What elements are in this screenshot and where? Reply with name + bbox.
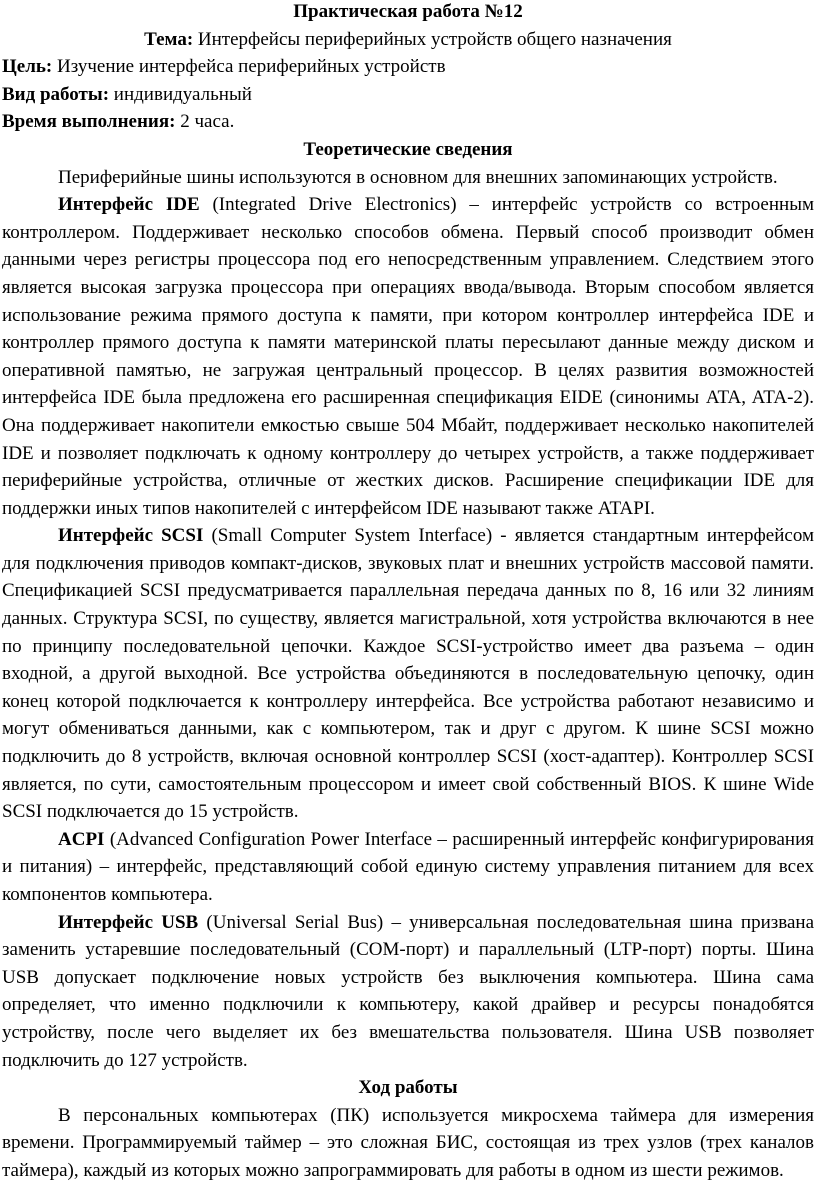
goal-label: Цель: (2, 56, 53, 78)
ide-paragraph (2, 191, 814, 522)
work-type-line (2, 81, 814, 109)
acpi-text: (Advanced Configuration Power Interface – расширенный интерфейс конфигурирования и питания) – интерфейс, представляющий собой единую систему управления питанием для всех компонентов компьютера. (2, 828, 814, 905)
goal-line (2, 53, 814, 81)
scsi-term: Интерфейс SCSI (58, 525, 204, 547)
topic-value: Интерфейсы периферийных устройств общего назначения (193, 28, 672, 50)
time-line (2, 108, 814, 136)
work-type-value: индивидуальный (109, 83, 252, 105)
work-type-label: Вид работы: (2, 83, 110, 105)
ide-term: Интерфейс IDE (58, 194, 200, 216)
time-value: 2 часа. (175, 111, 235, 133)
topic-label: Тема: (144, 28, 194, 50)
goal-value: Изучение интерфейса периферийных устройств (52, 56, 446, 78)
theory-heading: Теоретические сведения (303, 138, 513, 160)
topic-line (2, 26, 814, 54)
usb-paragraph (2, 909, 814, 1075)
time-label: Время выполнения: (2, 111, 176, 133)
acpi-paragraph (2, 826, 814, 909)
ide-text: (Integrated Drive Electronics) – интерфейс устройств со встроенным контроллером. Поддерживает несколько способов обмена. Первый способ производит обмен данными через регистры процессора под его непосредственным управлением. Следствием этого является высокая загрузка процессора при операциях ввода/вывода. Вторым способом является использование режима прямого доступа к памяти, при котором контроллер интерфейса IDE и контроллер прямого доступа к памяти материнской платы пересылают данные между диском и оперативной памятью, не загружая центральный процессор. В целях развития возможностей интерфейса IDE была предложена его расширенная спецификация EIDE (синонимы ATA, ATA-2). Она поддерживает накопители емкостью свыше 504 Мбайт, поддерживает несколько накопителей IDE и позволяет подключать к одному контроллеру до четырех устройств, а также поддерживает периферийные устройства, отличные от жестких дисков. Расширение спецификации IDE для поддержки иных типов накопителей с интерфейсом IDE называют также ATAPI. (2, 194, 814, 519)
acpi-term: ACPI (58, 828, 105, 850)
theory-intro-paragraph: Периферийные шины используются в основном для внешних запоминающих устройств. (58, 166, 778, 188)
scsi-paragraph (2, 522, 814, 826)
usb-text: (Universal Serial Bus) – универсальная последовательная шина призвана заменить устаревшие последовательный (COM-порт) и параллельный (LTP-порт) порты. Шина USB допускает подключение новых устройств без выключения компьютера. Шина сама определяет, что именно подключили к компьютеру, какой драйвер и ресурсы понадобятся устройству, после чего выделяет их без вмешательства пользователя. Шина USB позволяет подключить до 127 устройств. (2, 911, 814, 1071)
work-heading: Ход работы (358, 1077, 458, 1099)
page-title: Практическая работа №12 (293, 1, 523, 22)
scsi-text: (Small Computer System Interface) - является стандартным интерфейсом для подключения приводов компакт-дисков, звуковых плат и внешних устройств массовой памяти. Спецификацией SCSI предусматривается параллельная передача данных по 8, 16 или 32 линиям данных. Структура SCSI, по существу, является магистральной, хотя устройства включаются в нее по принципу последовательной цепочки. Каждое SCSI-устройство имеет два разъема – один входной, а другой выходной. Все устройства объединяются в последовательную цепочку, один конец которой подключается к контроллеру интерфейса. Все устройства работают независимо и могут обмениваться данными, как с компьютером, так и друг с другом. К шине SCSI можно подключить до 8 устройств, включая основной контроллер SCSI (хост-адаптер). Контроллер SCSI является, по сути, самостоятельным процессором и имеет свой собственный BIOS. К шине Wide SCSI подключается до 15 устройств. (2, 525, 814, 823)
work-paragraph: В персональных компьютерах (ПК) используется микросхема таймера для измерения времени. Программируемый таймер – это сложная БИС, состоящая из трех узлов (трех каналов таймера), каждый из которых можно запрограммировать для работы в одном из шести режимов. (2, 1104, 814, 1181)
usb-term: Интерфейс USB (58, 911, 199, 933)
